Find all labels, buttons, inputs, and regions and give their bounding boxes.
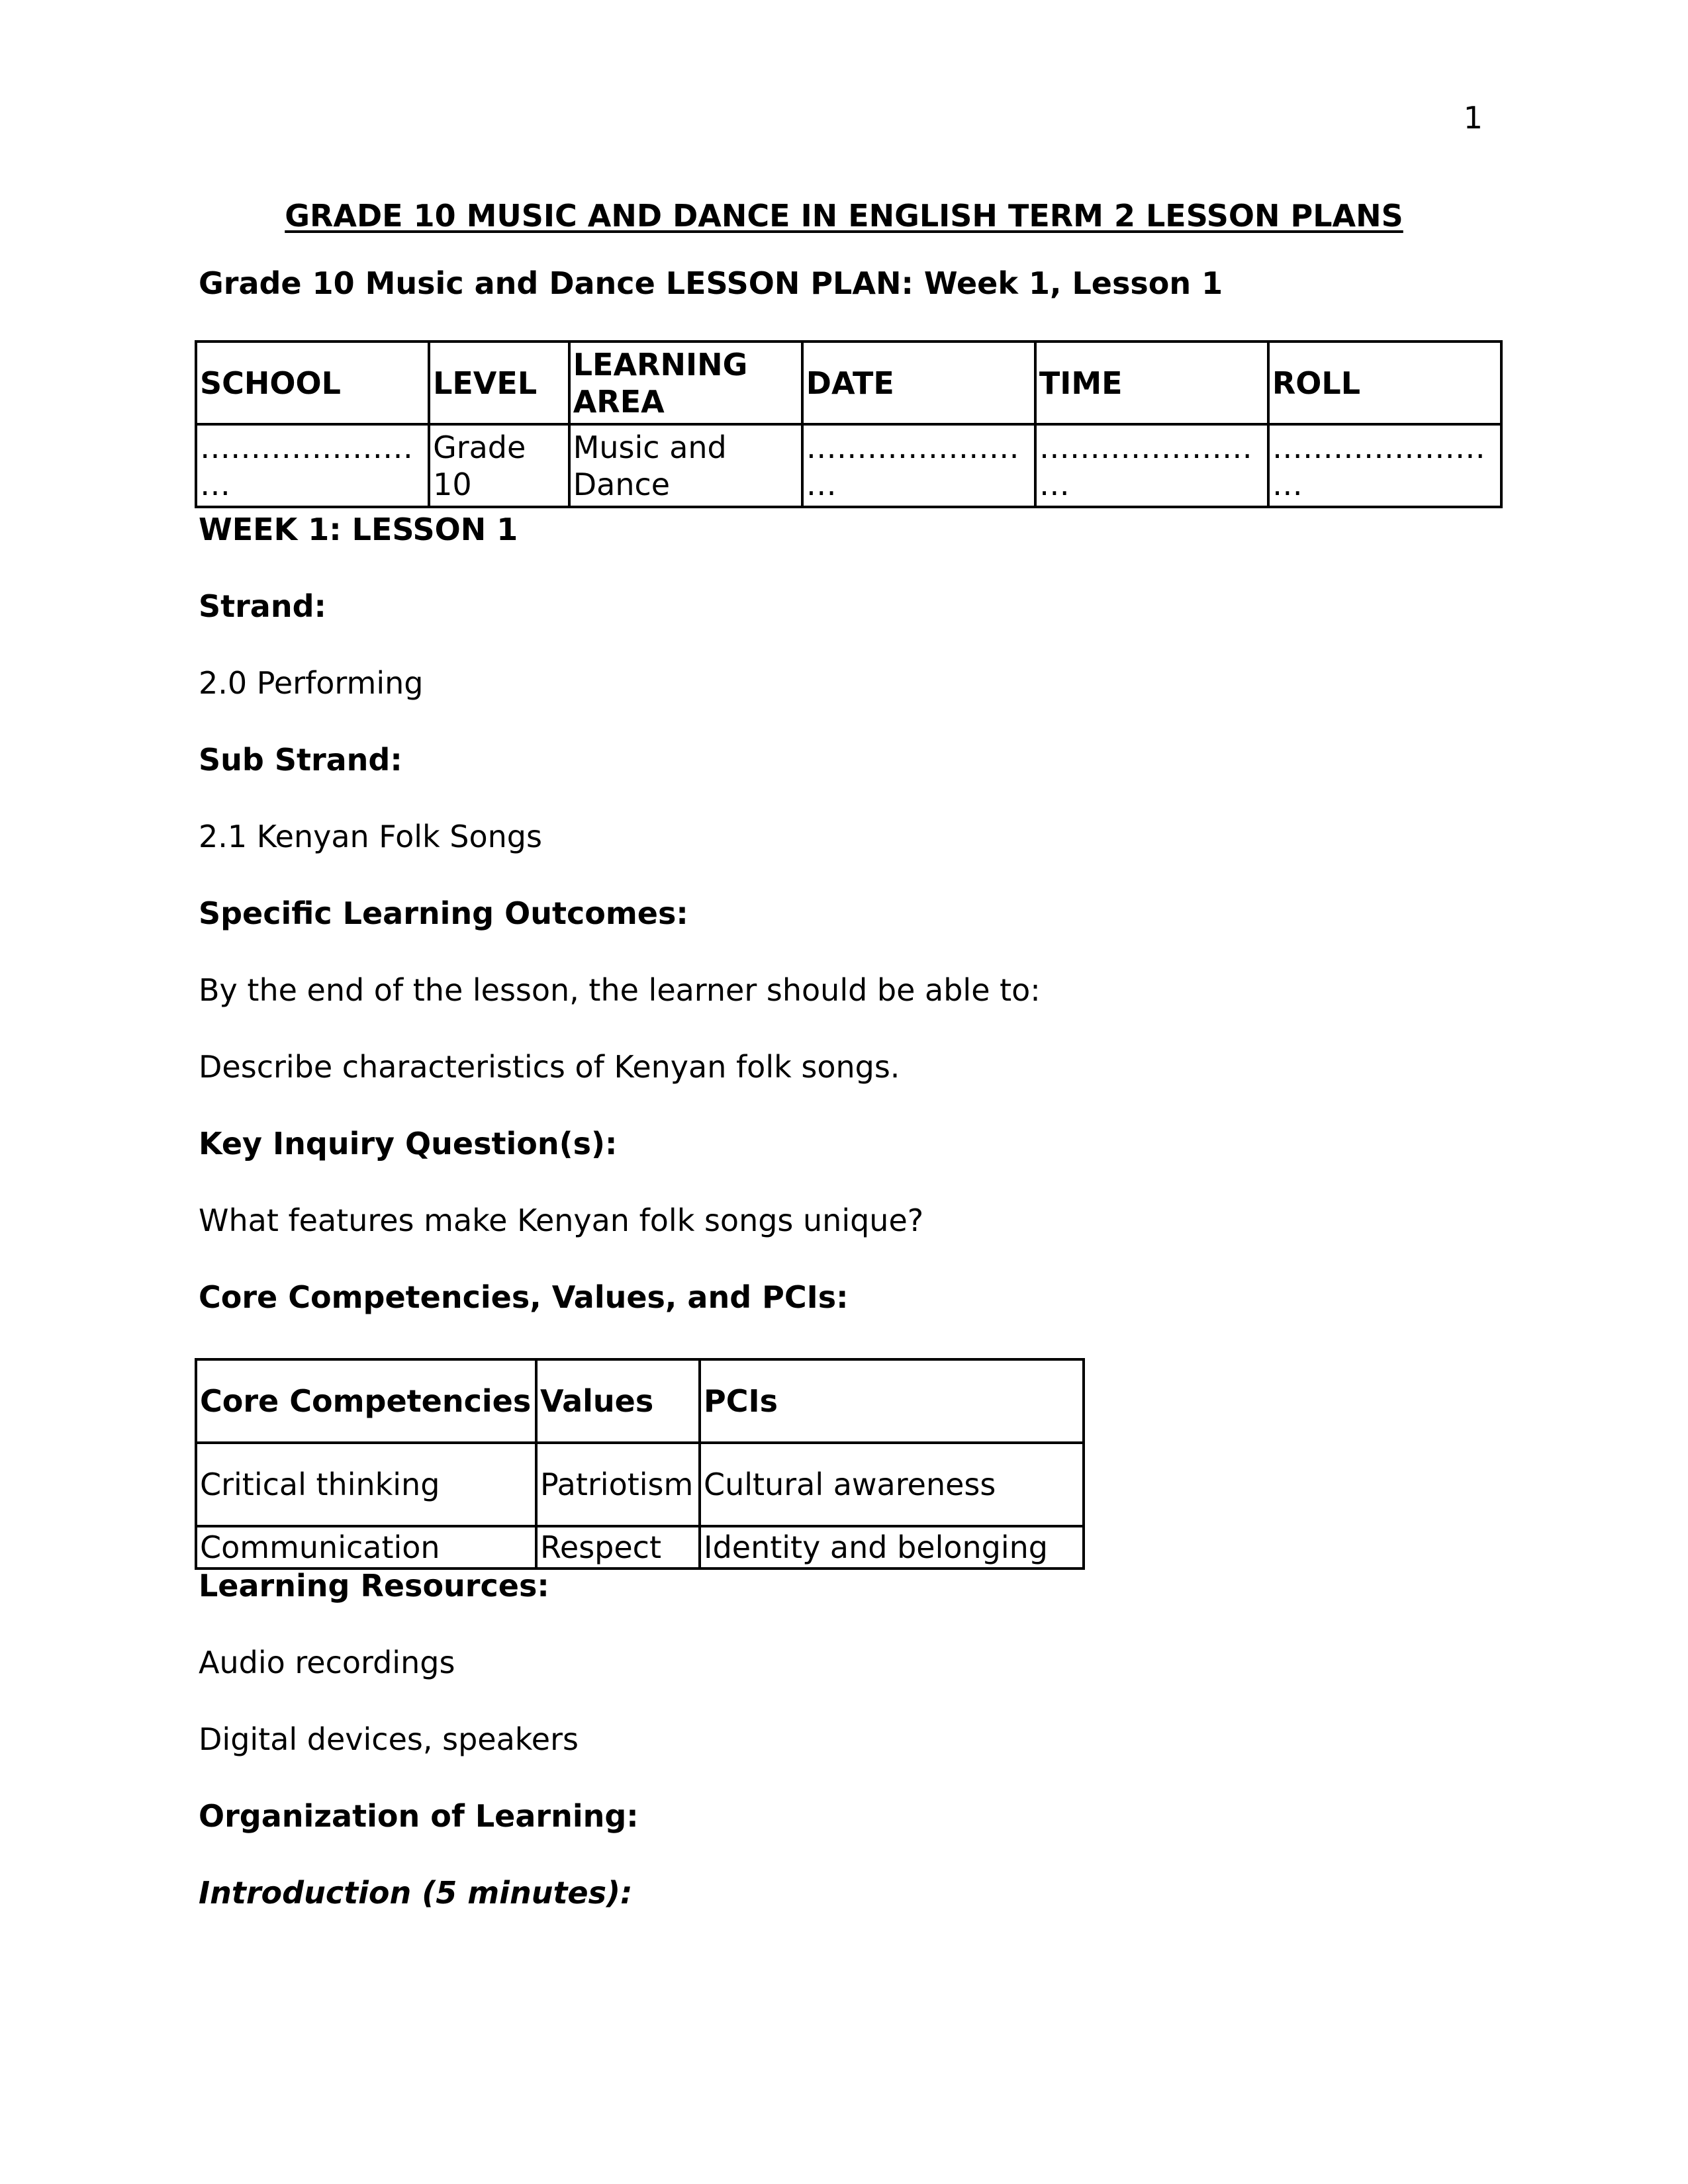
key-inquiry-label: Key Inquiry Question(s): (199, 1126, 618, 1161)
strand-value: 2.0 Performing (199, 665, 424, 701)
header-learning-area: LEARNING AREA (569, 341, 802, 424)
resource-item: Audio recordings (199, 1645, 455, 1680)
info-header-row (196, 341, 1501, 424)
pci-cell: Identity and belonging (700, 1526, 1084, 1569)
competencies-header-row (196, 1359, 1084, 1443)
header-values: Values (536, 1359, 700, 1443)
pci-cell: Cultural awareness (700, 1443, 1084, 1526)
school-value: …………………… (196, 424, 429, 507)
strand-label: Strand: (199, 588, 326, 624)
time-value: …………………… (1035, 424, 1268, 507)
sub-strand-value: 2.1 Kenyan Folk Songs (199, 819, 542, 854)
value-cell: Patriotism (536, 1443, 700, 1526)
header-date: DATE (802, 341, 1035, 424)
learning-outcomes-intro: By the end of the lesson, the learner should be able to: (199, 972, 1041, 1008)
roll-value: …………………… (1268, 424, 1501, 507)
resource-item: Digital devices, speakers (199, 1721, 579, 1757)
header-roll: ROLL (1268, 341, 1501, 424)
sub-strand-label: Sub Strand: (199, 742, 402, 778)
competency-cell: Communication (196, 1526, 536, 1569)
competencies-table (195, 1358, 1085, 1570)
document-title: GRADE 10 MUSIC AND DANCE IN ENGLISH TERM 2 LESSON PLANS (285, 198, 1403, 234)
learning-resources-label: Learning Resources: (199, 1568, 549, 1604)
header-time: TIME (1035, 341, 1268, 424)
learning-area-value: Music and Dance (569, 424, 802, 507)
competencies-row (196, 1443, 1084, 1526)
value-cell: Respect (536, 1526, 700, 1569)
date-value: …………………… (802, 424, 1035, 507)
header-school: SCHOOL (196, 341, 429, 424)
competencies-label: Core Competencies, Values, and PCIs: (199, 1279, 849, 1315)
lesson-info-table (195, 340, 1503, 508)
header-core-competencies: Core Competencies (196, 1359, 536, 1443)
info-value-row (196, 424, 1501, 507)
header-pcis: PCIs (700, 1359, 1084, 1443)
introduction-label: Introduction (5 minutes): (199, 1875, 633, 1911)
competencies-row (196, 1526, 1084, 1569)
header-level: LEVEL (429, 341, 569, 424)
lesson-heading: Grade 10 Music and Dance LESSON PLAN: Week 1, Lesson 1 (199, 265, 1223, 301)
page-number: 1 (1463, 100, 1483, 136)
specific-learning-outcomes-label: Specific Learning Outcomes: (199, 895, 688, 931)
competency-cell: Critical thinking (196, 1443, 536, 1526)
organization-label: Organization of Learning: (199, 1798, 639, 1834)
week-lesson-heading: WEEK 1: LESSON 1 (199, 512, 518, 547)
learning-outcome-item: Describe characteristics of Kenyan folk songs. (199, 1049, 900, 1085)
key-inquiry-question: What features make Kenyan folk songs unique? (199, 1203, 924, 1238)
level-value: Grade 10 (429, 424, 569, 507)
